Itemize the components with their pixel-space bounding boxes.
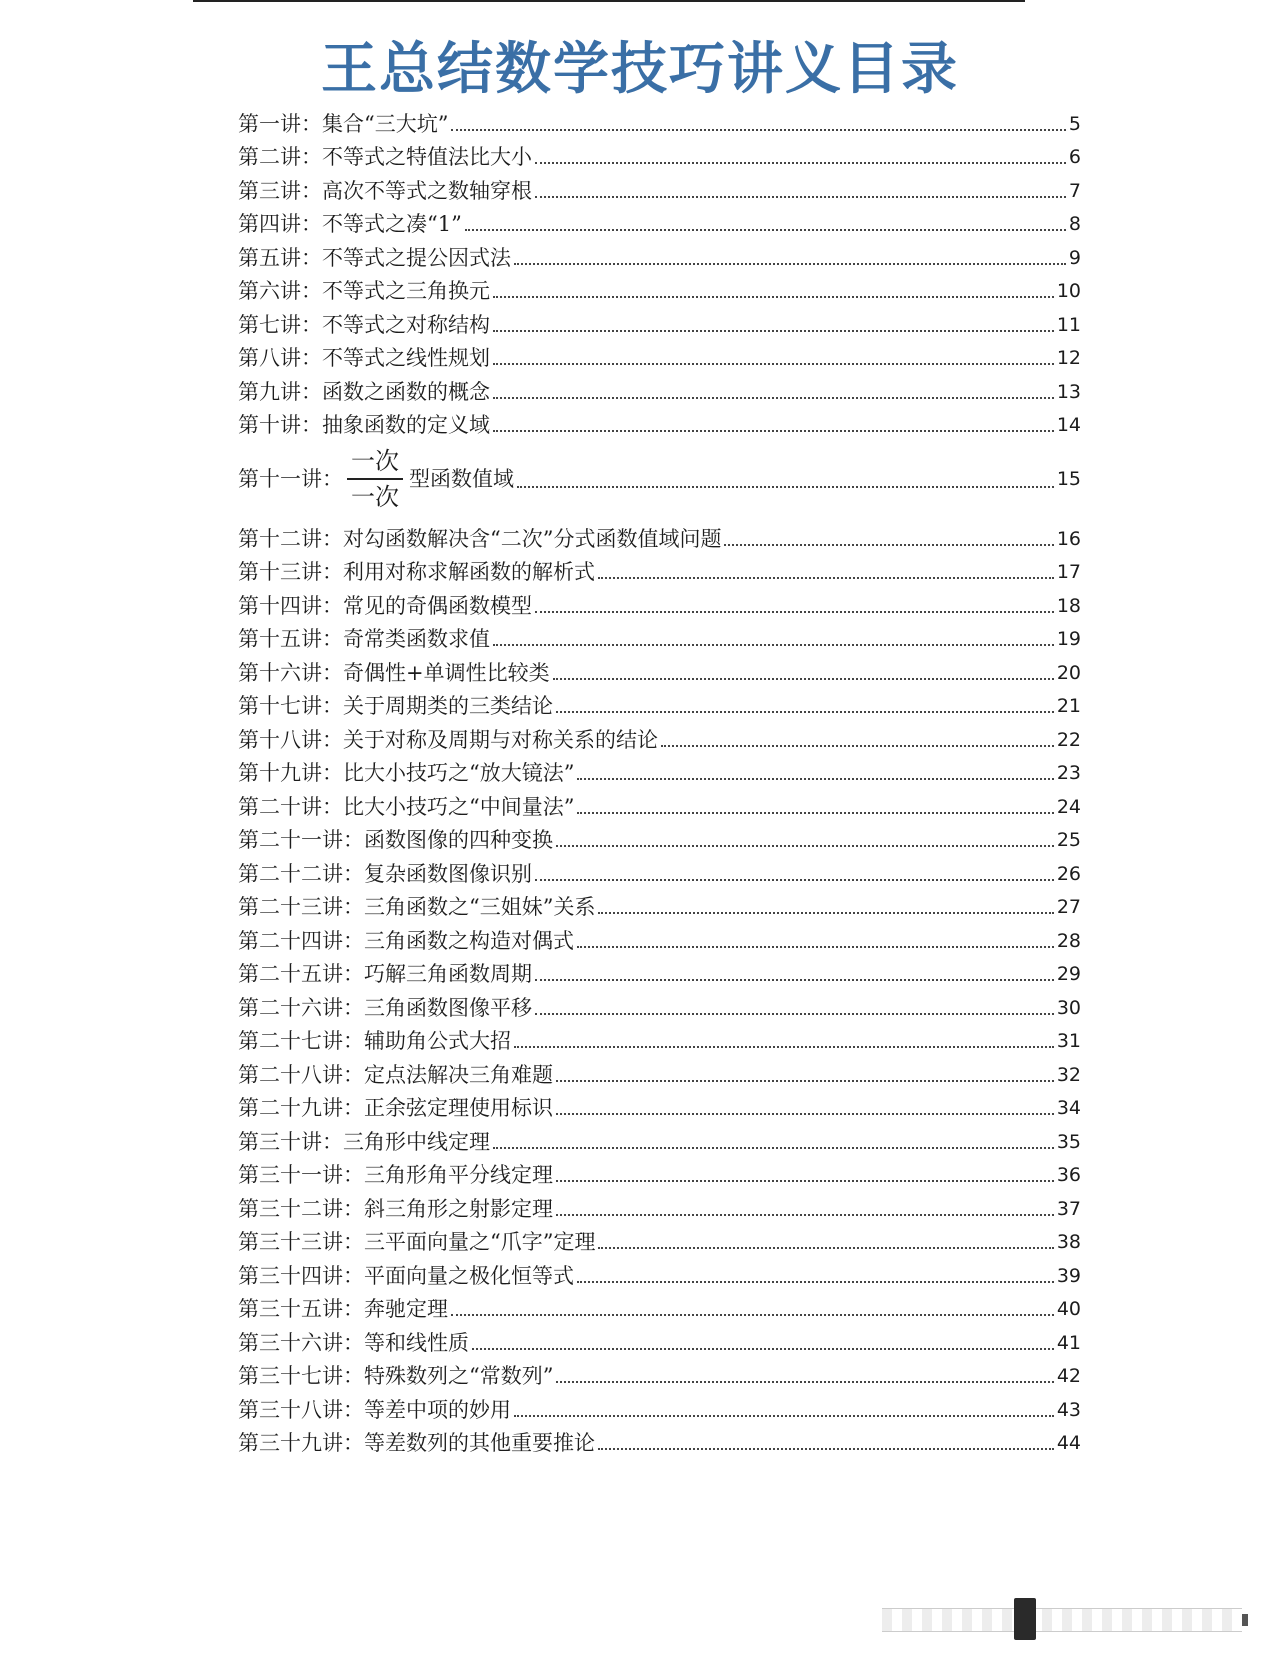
horizontal-scrollbar-track[interactable] (882, 1608, 1242, 1632)
toc-entry-title: 辅助角公式大招 (364, 1029, 511, 1053)
toc-entry-title: 不等式之凑“1” (322, 212, 462, 236)
scrollbar-thumb[interactable] (1014, 1598, 1036, 1640)
toc-entry[interactable] (238, 1222, 1081, 1256)
dot-leader (493, 644, 1054, 646)
toc-entry[interactable] (238, 103, 1081, 137)
toc-entry-title: 等差数列的其他重要推论 (364, 1431, 595, 1455)
toc-entry[interactable] (238, 1389, 1081, 1423)
dot-leader (577, 812, 1053, 814)
toc-entry-label: 第二十四讲： (238, 928, 364, 953)
dot-leader (556, 1381, 1053, 1383)
dot-leader (493, 330, 1054, 332)
dot-leader (535, 162, 1066, 164)
toc-entry-page-number: 8 (1068, 213, 1081, 235)
toc-entry[interactable] (238, 170, 1081, 204)
dot-leader (556, 1080, 1054, 1082)
toc-entry-page-number: 43 (1056, 1398, 1081, 1421)
dot-leader (556, 1180, 1054, 1182)
page-title: 王总结数学技巧讲义目录 (321, 37, 959, 102)
toc-entry-page-number: 37 (1056, 1197, 1081, 1220)
toc-entry-label: 第二十五讲： (238, 962, 364, 986)
fraction-numerator: 一次 (351, 447, 399, 475)
dot-leader (598, 577, 1054, 579)
toc-entry-title: 函数图像的四种变换 (364, 828, 553, 852)
toc-entry-title: 三角函数之“三姐妹”关系 (364, 895, 596, 919)
toc-entry[interactable] (238, 552, 1081, 586)
toc-entry-page-number: 30 (1056, 996, 1081, 1019)
toc-entry-title: 不等式之提公因式法 (322, 245, 511, 270)
dot-leader (514, 1046, 1054, 1048)
toc-entry[interactable] (238, 137, 1081, 171)
toc-entry-page-number: 13 (1056, 380, 1081, 403)
toc-entry-page-number: 9 (1068, 246, 1081, 269)
toc-entry-label: 第三十二讲： (238, 1196, 364, 1221)
toc-entry-label: 第十五讲： (238, 627, 343, 651)
toc-entry-page-number: 17 (1056, 561, 1081, 583)
toc-entry-page-number: 29 (1056, 963, 1081, 985)
toc-entry-page-number: 39 (1056, 1264, 1081, 1287)
toc-entry-page-number: 21 (1056, 695, 1081, 717)
toc-entry[interactable] (238, 1423, 1081, 1457)
dot-leader (661, 745, 1054, 747)
toc-entry[interactable] (238, 1088, 1081, 1122)
dot-leader (514, 1415, 1054, 1417)
toc-entry-title: 利用对称求解函数的解析式 (343, 560, 595, 584)
toc-entry-title: 集合“三大坑” (322, 111, 449, 136)
toc-entry-page-number: 15 (1056, 468, 1081, 490)
toc-entry[interactable] (238, 518, 1081, 552)
toc-entry-label: 第六讲： (238, 279, 322, 303)
toc-entry-label: 第十二讲： (238, 526, 343, 551)
dot-leader (553, 678, 1054, 680)
toc-entry[interactable] (238, 338, 1081, 372)
toc-entry-label: 第二十二讲： (238, 861, 364, 886)
toc-entry[interactable] (238, 1155, 1081, 1189)
toc-entry-title: 三角函数图像平移 (364, 995, 532, 1020)
toc-entry[interactable] (238, 619, 1081, 653)
toc-entry[interactable] (238, 304, 1081, 338)
toc-entry[interactable] (238, 987, 1081, 1021)
toc-entry-title: 三角形中线定理 (343, 1129, 490, 1154)
dot-leader (535, 979, 1054, 981)
fraction (347, 446, 403, 512)
toc-entry-page-number: 28 (1056, 929, 1081, 952)
dot-leader (598, 912, 1053, 914)
dot-leader (598, 1247, 1053, 1249)
toc-entry-title: 不等式之特值法比大小 (322, 145, 532, 169)
toc-entry-page-number: 11 (1056, 313, 1081, 336)
toc-entry-page-number: 32 (1056, 1063, 1081, 1086)
toc-entry[interactable] (238, 1322, 1081, 1356)
toc-entry-label: 第二十三讲： (238, 895, 364, 919)
toc-entry-title: 比大小技巧之“放大镜法” (343, 761, 575, 785)
toc-entry-label: 第八讲： (238, 346, 322, 370)
toc-entry-label: 第三十五讲： (238, 1297, 364, 1321)
toc-entry[interactable] (238, 887, 1081, 921)
dot-leader (724, 544, 1053, 546)
scrollbar-end-cap (1242, 1614, 1248, 1626)
toc-entry[interactable] (238, 719, 1081, 753)
toc-entry[interactable] (238, 1356, 1081, 1390)
toc-entry-title: 对勾函数解决含“二次”分式函数值域问题 (343, 526, 722, 551)
toc-entry-title: 巧解三角函数周期 (364, 962, 532, 986)
toc-entry[interactable] (238, 920, 1081, 954)
dot-leader (535, 1013, 1054, 1015)
toc-entry-title: 关于周期类的三类结论 (343, 694, 553, 718)
toc-entry-label: 第三十三讲： (238, 1230, 364, 1254)
toc-entry-label: 第十四讲： (238, 593, 343, 618)
toc-entry-page-number: 25 (1056, 829, 1081, 851)
dot-leader (465, 229, 1066, 231)
toc-entry-page-number: 26 (1056, 862, 1081, 885)
toc-entry-label: 第三十七讲： (238, 1364, 364, 1388)
toc-entry-title: 常见的奇偶函数模型 (343, 593, 532, 618)
toc-entry[interactable] (238, 1021, 1081, 1055)
toc-entry-title: 奇常类函数求值 (343, 627, 490, 651)
toc-entry-fraction-title (343, 446, 514, 512)
toc-entry[interactable] (238, 1054, 1081, 1088)
toc-entry-title: 不等式之三角换元 (322, 279, 490, 303)
dot-leader (577, 1281, 1054, 1283)
dot-leader (451, 1314, 1054, 1316)
toc-entry-label: 第三十六讲： (238, 1330, 364, 1355)
toc-entry[interactable] (238, 237, 1081, 271)
toc-entry-page-number: 7 (1068, 179, 1081, 202)
dot-leader (556, 845, 1054, 847)
toc-entry-title: 比大小技巧之“中间量法” (343, 794, 575, 819)
toc-entry-title: 三角形角平分线定理 (364, 1163, 553, 1187)
toc-entry[interactable] (238, 1188, 1081, 1222)
toc-entry-page-number: 34 (1056, 1097, 1081, 1119)
toc-entry-page-number: 36 (1056, 1164, 1081, 1186)
toc-entry-label: 第一讲： (238, 111, 322, 136)
toc-entry-page-number: 40 (1056, 1298, 1081, 1320)
toc-entry-title: 不等式之对称结构 (322, 312, 490, 337)
toc-entry-label: 第七讲： (238, 312, 322, 337)
toc-entry-label: 第二十一讲： (238, 828, 364, 852)
toc-entry-page-number: 22 (1056, 728, 1081, 751)
toc-entry-label: 第二十九讲： (238, 1096, 364, 1120)
toc-entry-page-number: 18 (1056, 594, 1081, 617)
dot-leader (535, 611, 1054, 613)
toc-entry[interactable] (238, 1121, 1081, 1155)
toc-entry-label: 第二十六讲： (238, 995, 364, 1020)
toc-entry-title: 复杂函数图像识别 (364, 861, 532, 886)
toc-entry[interactable] (238, 405, 1081, 439)
toc-entry-label: 第二十八讲： (238, 1062, 364, 1087)
toc-entry-label: 第三讲： (238, 178, 322, 203)
toc-entry-page-number: 14 (1056, 414, 1081, 436)
dot-leader (556, 1113, 1054, 1115)
dot-leader (556, 711, 1054, 713)
toc-entry-title: 奔驰定理 (364, 1297, 448, 1321)
toc-entry-label: 第三十八讲： (238, 1397, 364, 1422)
toc-entry-label: 第三十一讲： (238, 1163, 364, 1187)
toc-entry[interactable] (238, 446, 1081, 512)
toc-entry-label: 第十七讲： (238, 694, 343, 718)
toc-entry-page-number: 38 (1056, 1231, 1081, 1253)
toc-entry-page-number: 27 (1056, 896, 1081, 918)
dot-leader (451, 129, 1065, 131)
toc-entry-title: 斜三角形之射影定理 (364, 1196, 553, 1221)
toc-entry-page-number: 12 (1056, 347, 1081, 369)
dot-leader (556, 1214, 1054, 1216)
toc-entry-page-number: 24 (1056, 795, 1081, 818)
dot-leader (493, 1147, 1054, 1149)
toc-entry-title: 函数之函数的概念 (322, 379, 490, 404)
toc-entry-page-number: 6 (1068, 146, 1081, 168)
toc-entry-page-number: 23 (1056, 762, 1081, 784)
toc-entry[interactable] (238, 204, 1081, 238)
top-rule (193, 0, 1025, 2)
toc-entry-page-number: 19 (1056, 628, 1081, 650)
toc-entry[interactable] (238, 954, 1081, 988)
dot-leader (577, 946, 1054, 948)
toc-entry[interactable] (238, 820, 1081, 854)
toc-entry[interactable] (238, 652, 1081, 686)
dot-leader (514, 263, 1066, 265)
dot-leader (493, 296, 1054, 298)
toc-entry[interactable] (238, 1255, 1081, 1289)
toc-entry-title: 特殊数列之“常数列” (364, 1364, 554, 1388)
toc-entry[interactable] (238, 271, 1081, 305)
toc-entry-label: 第十三讲： (238, 560, 343, 584)
toc-entry-label: 第二十讲： (238, 794, 343, 819)
toc-entry-label: 第十六讲： (238, 660, 343, 685)
dot-leader (535, 196, 1066, 198)
toc-entry-title: 正余弦定理使用标识 (364, 1096, 553, 1120)
toc-entry[interactable] (238, 1289, 1081, 1323)
toc-entry-title: 关于对称及周期与对称关系的结论 (343, 727, 658, 752)
toc-entry-title: 平面向量之极化恒等式 (364, 1263, 574, 1288)
toc-entry-label: 第十讲： (238, 413, 322, 437)
toc-entry-title: 等和线性质 (364, 1330, 469, 1355)
toc-entry-page-number: 16 (1056, 527, 1081, 550)
dot-leader (535, 879, 1054, 881)
dot-leader (472, 1348, 1054, 1350)
fraction-bar (347, 478, 403, 480)
dot-leader (577, 778, 1053, 780)
toc-entry-label: 第四讲： (238, 212, 322, 236)
dot-leader (517, 486, 1054, 488)
toc-entry-page-number: 44 (1056, 1432, 1081, 1454)
toc-entry-page-number: 42 (1056, 1365, 1081, 1387)
toc-entry-page-number: 20 (1056, 661, 1081, 684)
dot-leader (493, 430, 1054, 432)
toc-entry-label: 第五讲： (238, 245, 322, 270)
table-of-contents (238, 103, 1081, 1456)
toc-entry-label: 第三十讲： (238, 1129, 343, 1154)
toc-entry-label: 第九讲： (238, 379, 322, 404)
dot-leader (598, 1448, 1054, 1450)
toc-entry-label: 第十九讲： (238, 761, 343, 785)
toc-entry-label: 第三十四讲： (238, 1263, 364, 1288)
toc-entry-title: 等差中项的妙用 (364, 1397, 511, 1422)
dot-leader (493, 397, 1054, 399)
toc-entry-label: 第十一讲： (238, 467, 343, 491)
toc-entry[interactable] (238, 686, 1081, 720)
toc-entry[interactable] (238, 853, 1081, 887)
toc-entry-page-number: 31 (1056, 1030, 1081, 1052)
toc-entry-title: 定点法解决三角难题 (364, 1062, 553, 1087)
toc-entry-label: 第十八讲： (238, 727, 343, 752)
toc-entry-page-number: 41 (1056, 1331, 1081, 1354)
toc-entry[interactable] (238, 585, 1081, 619)
toc-entry-page-number: 5 (1068, 112, 1081, 135)
toc-entry-title: 型函数值域 (409, 467, 514, 491)
toc-entry-title: 三平面向量之“爪字”定理 (364, 1230, 596, 1254)
toc-entry-title: 三角函数之构造对偶式 (364, 928, 574, 953)
dot-leader (493, 363, 1054, 365)
toc-entry[interactable] (238, 371, 1081, 405)
toc-entry-title: 不等式之线性规划 (322, 346, 490, 370)
toc-entry-label: 第二十七讲： (238, 1029, 364, 1053)
toc-entry[interactable] (238, 753, 1081, 787)
fraction-denominator: 一次 (351, 483, 399, 511)
toc-entry-title: 奇偶性+单调性比较类 (343, 660, 550, 685)
toc-entry-label: 第三十九讲： (238, 1431, 364, 1455)
toc-entry-label: 第二讲： (238, 145, 322, 169)
toc-entry-title: 高次不等式之数轴穿根 (322, 178, 532, 203)
toc-entry[interactable] (238, 786, 1081, 820)
toc-entry-page-number: 10 (1056, 280, 1081, 302)
toc-entry-page-number: 35 (1056, 1130, 1081, 1153)
toc-entry-title: 抽象函数的定义域 (322, 413, 490, 437)
